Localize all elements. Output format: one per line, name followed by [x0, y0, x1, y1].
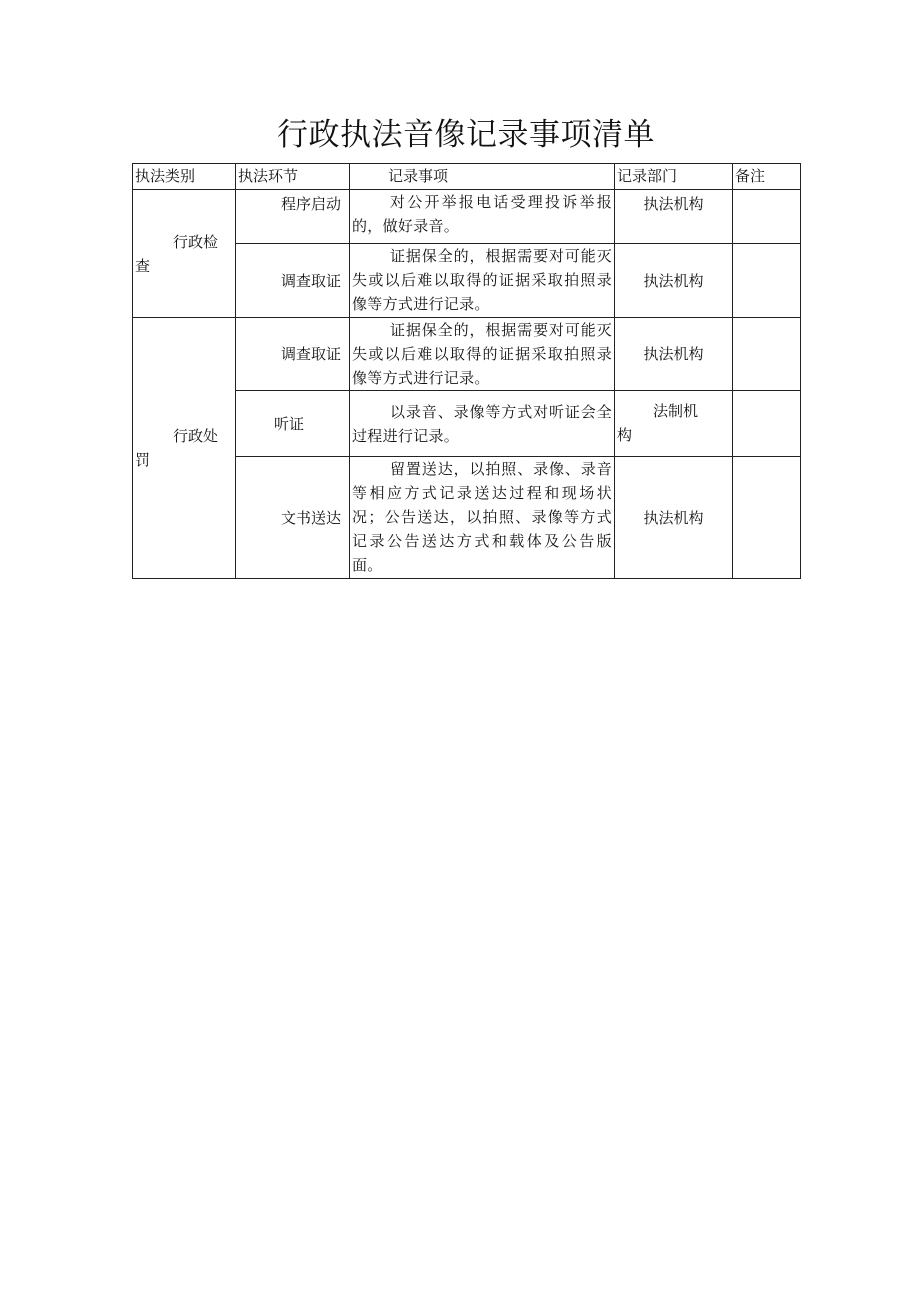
header-row [133, 164, 801, 190]
page-title: 行政执法音像记录事项清单 [277, 117, 655, 153]
table-row [133, 318, 801, 391]
remarks-cell [733, 244, 801, 318]
header-remarks: 备注 [733, 164, 801, 190]
remarks-cell [733, 190, 801, 244]
department-cell: 执法机构 [615, 190, 733, 244]
remarks-cell [733, 457, 801, 579]
department-cell: 执法机构 [615, 318, 733, 391]
header-department: 记录部门 [615, 164, 733, 190]
record-table [132, 163, 801, 579]
remarks-cell [733, 391, 801, 457]
category-cell: 行政检查 [133, 190, 236, 318]
header-stage: 执法环节 [236, 164, 350, 190]
stage-cell: 文书送达 [236, 457, 350, 579]
department-cell: 执法机构 [615, 244, 733, 318]
header-category: 执法类别 [133, 164, 236, 190]
item-cell: 对公开举报电话受理投诉举报的，做好录音。 [350, 190, 615, 244]
category-cell: 行政处罚 [133, 318, 236, 579]
item-cell: 证据保全的，根据需要对可能灭失或以后难以取得的证据采取拍照录像等方式进行记录。 [350, 318, 615, 391]
department-cell: 执法机构 [615, 457, 733, 579]
remarks-cell [733, 318, 801, 391]
stage-cell: 调查取证 [236, 318, 350, 391]
stage-cell: 听证 [236, 391, 350, 457]
item-cell: 证据保全的，根据需要对可能灭失或以后难以取得的证据采取拍照录像等方式进行记录。 [350, 244, 615, 318]
item-cell: 留置送达，以拍照、录像、录音等相应方式记录送达过程和现场状况；公告送达，以拍照、录像等方式记录公告送达方式和载体及公告版面。 [350, 457, 615, 579]
item-cell: 以录音、录像等方式对听证会全过程进行记录。 [350, 391, 615, 457]
header-item: 记录事项 [350, 164, 615, 190]
department-cell: 法制机构 [615, 391, 733, 457]
table-row [133, 190, 801, 244]
stage-cell: 程序启动 [236, 190, 350, 244]
stage-cell: 调查取证 [236, 244, 350, 318]
